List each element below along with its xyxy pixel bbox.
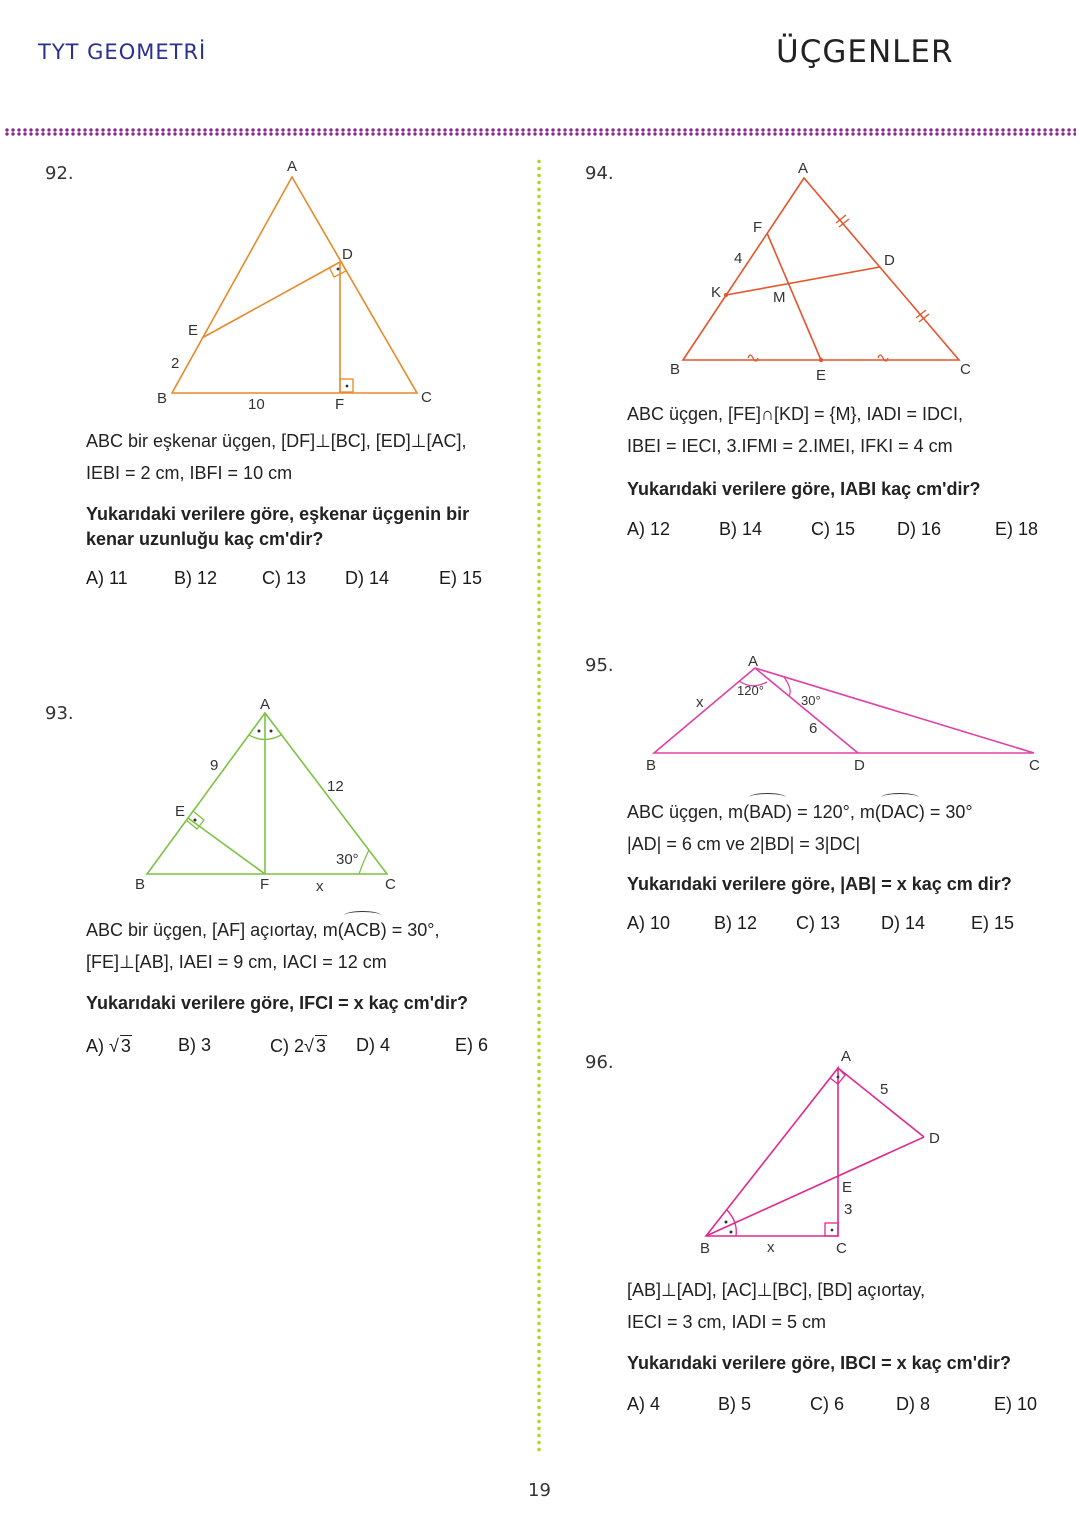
q94-label-a: A [798,160,809,177]
q92-given-line1: ABC bir eşkenar üçgen, [DF]⊥[BC], [ED]⊥[AC], [86,431,467,451]
q93-label-angle-c: 30° [336,851,359,868]
q96-number: 96. [585,1052,614,1073]
q96-label-a: A [841,1048,852,1065]
q95-given-line1: ABC üçgen, m(BAD) = 120°, m(DAC) = 30° [627,796,1067,828]
q92-figure [140,150,450,420]
q94-label-e: E [816,367,827,384]
q92-label-c: C [421,389,432,406]
q92-label-eb: 2 [171,355,180,372]
q96-triangle-abc [706,1068,838,1236]
q96-label-ec: 3 [844,1201,853,1218]
q94-option-d[interactable]: D) 16 [897,519,942,539]
q93-options [86,1035,506,1059]
q92-options [86,568,506,592]
q92-option-c[interactable]: C) 13 [262,568,307,588]
q94-number: 94. [585,163,614,184]
q92-triangle-abc [172,177,417,393]
q94-label-f: F [753,219,763,236]
q96-option-a[interactable]: A) 4 [627,1394,661,1414]
q93-option-b[interactable]: B) 3 [178,1035,212,1055]
q94-option-a[interactable]: A) 12 [627,519,671,539]
q94-options [627,519,1057,543]
q96-option-b[interactable]: B) 5 [718,1394,752,1414]
q92-number: 92. [45,163,74,184]
q92-label-d: D [342,246,353,263]
q95-number: 95. [585,655,614,676]
q95-label-c: C [1029,757,1040,774]
q95-label-b: B [646,757,657,774]
q96-question: Yukarıdaki verilere göre, IBCI = x kaç cm'dir? [627,1353,1011,1373]
q95-figure [640,650,1050,780]
q93-triangle-abc [147,713,387,874]
q95-option-d[interactable]: D) 14 [881,913,926,933]
header-subject: TYT GEOMETRİ [38,40,207,64]
q94-label-m: M [773,289,786,306]
q94-given-line1: ABC üçgen, [FE]∩[KD] = {M}, IADI = IDCI, [627,404,964,424]
header-dotted-divider [4,128,1076,136]
q94-label-b: B [670,361,681,378]
q96-figure [690,1040,960,1265]
q96-label-b: B [700,1240,711,1257]
q93-option-a[interactable]: A) √ 3 [86,1036,131,1056]
q96-option-d[interactable]: D) 8 [896,1394,931,1414]
q92-label-a: A [287,158,298,175]
q96-label-e: E [842,1179,853,1196]
q92-option-e[interactable]: E) 15 [439,568,483,588]
q92-option-d[interactable]: D) 14 [345,568,390,588]
q94-label-fk: 4 [734,250,743,267]
q95-segment-ad [755,668,858,753]
q96-label-d: D [929,1130,940,1147]
q95-option-e[interactable]: E) 15 [971,913,1015,933]
page-number: 19 [528,1480,551,1501]
q92-label-e: E [188,322,199,339]
q95-question: Yukarıdaki verilere göre, |AB| = x kaç cm dir? [627,874,1012,894]
q95-label-angle2: 30° [801,693,821,708]
q93-label-e: E [175,803,186,820]
q94-label-c: C [960,361,971,378]
q95-option-c[interactable]: C) 13 [796,913,841,933]
q96-options [627,1394,1057,1418]
q95-option-b[interactable]: B) 12 [714,913,758,933]
q93-label-c: C [385,876,396,893]
q93-question: Yukarıdaki verilere göre, IFCI = x kaç cm'dir? [86,993,468,1013]
q96-label-c: C [836,1240,847,1257]
header-topic: ÜÇGENLER [776,34,954,70]
q93-given-line1: ABC bir üçgen, [AF] açıortay, m(ACB) = 30°, [86,914,526,946]
q93-option-c[interactable]: C) 2√ 3 [270,1036,326,1056]
q96-bisector-bd [706,1137,924,1236]
q93-label-a: A [260,696,271,713]
q93-label-ac: 12 [327,778,344,795]
q96-option-c[interactable]: C) 6 [810,1394,845,1414]
q96-segment-ad [838,1068,924,1137]
q95-label-a: A [748,653,759,670]
q96-given-line1: [AB]⊥[AD], [AC]⊥[BC], [BD] açıortay, [627,1280,926,1300]
q92-question: Yukarıdaki verilere göre, eşkenar üçgenin bir kenar uzunluğu kaç cm'dir? [86,504,470,549]
q92-option-b[interactable]: B) 12 [174,568,218,588]
q93-angle-arc-c [359,850,369,874]
q93-label-fc: x [316,878,324,895]
q92-segment-ed [202,262,340,338]
q92-label-b: B [157,390,168,407]
q94-segment-kd [726,267,880,295]
q93-label-ae: 9 [210,757,219,774]
q94-given-line2: IBEI = IECI, 3.IFMI = 2.IMEI, IFKI = 4 cm [627,436,953,456]
q95-label-ad: 6 [809,720,818,737]
q94-figure [660,155,980,390]
q93-figure [125,690,415,900]
q92-label-bf: 10 [248,396,265,413]
q94-option-b[interactable]: B) 14 [719,519,763,539]
q95-options [627,913,1057,937]
q94-question: Yukarıdaki verilere göre, IABI kaç cm'dir? [627,479,981,499]
q96-label-ad: 5 [880,1081,889,1098]
q93-option-e[interactable]: E) 6 [455,1035,489,1055]
q93-number: 93. [45,703,74,724]
q92-label-f: F [335,396,345,413]
q93-option-d[interactable]: D) 4 [356,1035,391,1055]
q93-label-f: F [260,876,270,893]
q95-label-angle1: 120° [737,683,764,698]
q96-option-e[interactable]: E) 10 [994,1394,1038,1414]
q96-given-line2: IECI = 3 cm, IADI = 5 cm [627,1312,827,1332]
q94-option-e[interactable]: E) 18 [995,519,1039,539]
q95-label-d: D [854,757,865,774]
q96-label-bc: x [767,1239,775,1256]
column-dotted-divider [537,158,541,1453]
q92-option-a[interactable]: A) 11 [86,568,128,588]
q95-given-line2: |AD| = 6 cm ve 2|BD| = 3|DC| [627,834,861,854]
q93-given-line2: [FE]⊥[AB], IAEI = 9 cm, IACI = 12 cm [86,952,387,972]
q95-option-a[interactable]: A) 10 [627,913,671,933]
q95-label-ab: x [696,694,704,711]
q94-option-c[interactable]: C) 15 [811,519,856,539]
q92-given-line2: IEBI = 2 cm, IBFI = 10 cm [86,463,293,483]
q94-triangle-abc [683,178,959,360]
q93-label-b: B [135,876,146,893]
q95-triangle-abc [654,668,1034,753]
q94-label-k: K [711,284,722,301]
q94-label-d: D [884,252,895,269]
